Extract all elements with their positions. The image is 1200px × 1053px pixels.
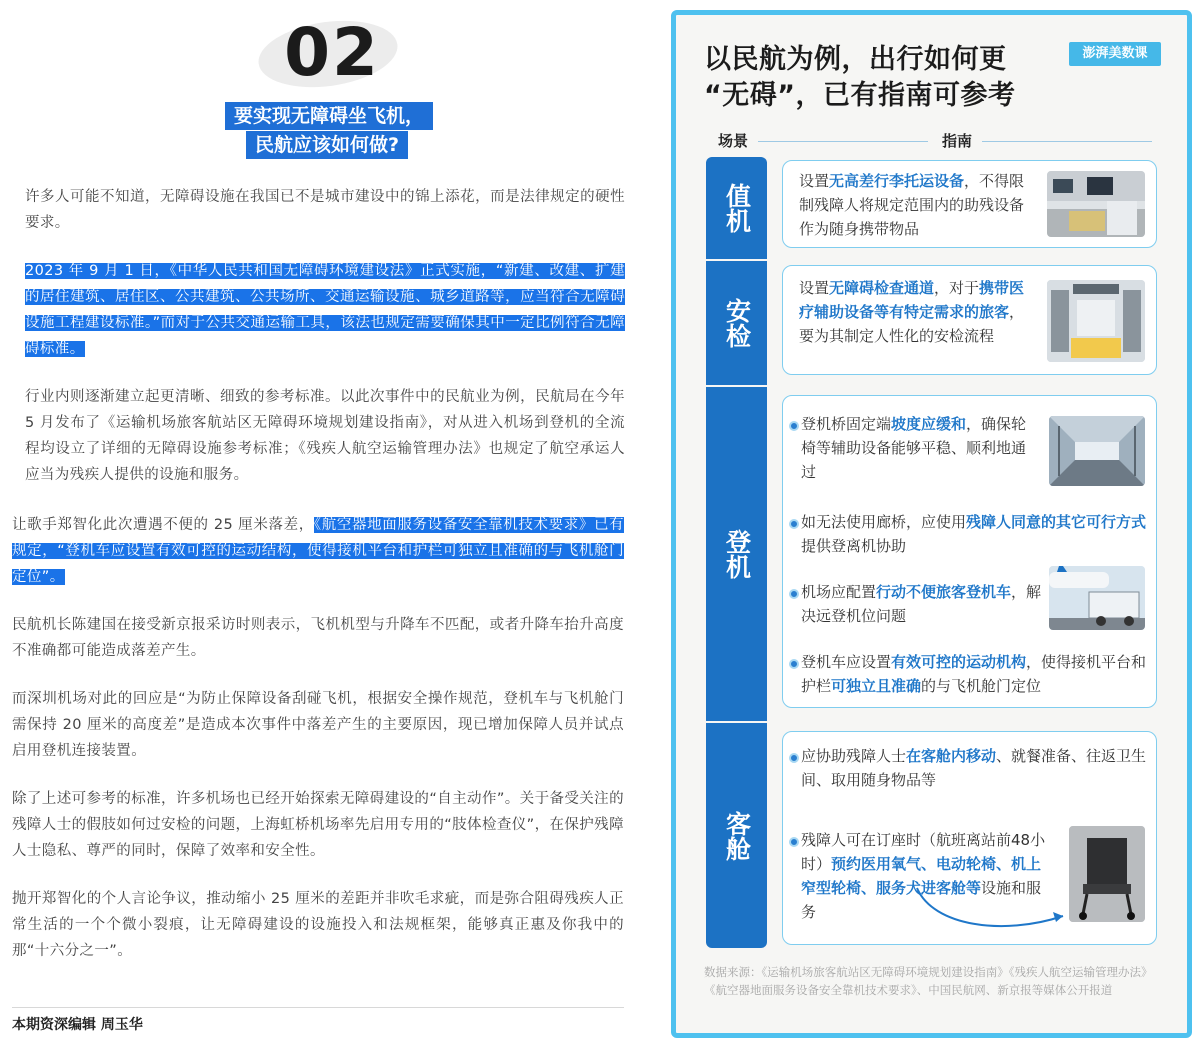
guide-card-security xyxy=(782,265,1157,375)
scene-checkin-label: 值机 xyxy=(722,183,752,233)
guide-text: ，不得限制残障人将规定范围内的助残设备作为随身携带物品 xyxy=(799,172,1025,238)
bullet-icon xyxy=(789,421,799,431)
infographic-panel xyxy=(671,10,1192,1038)
curved-arrow-icon xyxy=(913,882,1073,938)
guide-text: ，确保轮椅等辅助设备能够平稳、顺利地通过 xyxy=(801,415,1027,481)
bullet-icon xyxy=(789,519,799,529)
guide-text: 设置 xyxy=(799,172,830,190)
infographic-title-line-1: 以民航为例，出行如何更 xyxy=(704,44,1007,75)
brand-logo: 澎湃美数课 xyxy=(1069,42,1161,66)
paragraph-6: 而深圳机场对此的回应是“为防止保障设备刮碰飞机，根据安全操作规范，登机车与飞机舱门需保持 20 厘米的高度差”是造成本次事件中落差产生的主要原因，现已增加保障人员并试点启用登机连接装置。 xyxy=(12,691,624,759)
guide-text: 设施和服务 xyxy=(801,879,1042,921)
guide-text-cabin-1 xyxy=(801,744,1147,792)
security-channel-photo xyxy=(1047,280,1145,362)
section-heading-line-1: 要实现无障碍坐飞机， xyxy=(225,102,433,130)
guide-text-boarding-4 xyxy=(801,650,1147,698)
paragraph-5: 民航机长陈建国在接受新京报采访时则表示，飞机机型与升降车不匹配，或者升降车抬升高度不准确都可能造成落差产生。 xyxy=(12,617,624,659)
baggage-checkin-photo xyxy=(1047,171,1145,237)
column-header-rule-right xyxy=(982,141,1152,142)
guide-text-checkin xyxy=(799,169,1033,241)
guide-emphasis: 可独立且准确 xyxy=(831,677,922,695)
guide-text-boarding-1 xyxy=(801,412,1037,484)
guide-text: 残障人可在订座时（航班离站前48小时） xyxy=(801,831,1046,873)
guide-text: 、就餐准备、往返卫生间、取用随身物品等 xyxy=(801,747,1147,789)
guide-text: 应协助残障人士 xyxy=(801,747,907,765)
paragraph-3: 行业内则逐渐建立起更清晰、细致的参考标准。以此次事件中的民航业为例，民航局在今年 5 月发布了《运输机场旅客航站区无障碍环境规划建设指南》，对从进入机场到登机的全流程均设立了详细的无障碍设施参考标准；《残疾人航空运输管理办法》也规定了航空承运人应当为残疾人提供的设施和服务。 xyxy=(25,389,625,483)
data-source-note: 数据来源：《运输机场旅客航站区无障碍环境规划建设指南》《残疾人航空运输管理办法》《航空器地面服务设备安全靠机技术要求》、中国民航网、新京报等媒体公开报道 xyxy=(704,965,1153,997)
paragraph-2 xyxy=(25,258,625,362)
guide-emphasis: 行动不便旅客登机车 xyxy=(876,583,1012,601)
scene-cabin-label: 客舱 xyxy=(722,810,752,861)
column-header-guide: 指南 xyxy=(942,132,973,150)
guide-emphasis: 残障人同意的其它可行方式 xyxy=(966,513,1147,531)
paragraph-4-lead: 让歌手郑智化此次遭遇不便的 25 厘米落差， xyxy=(12,517,314,533)
boarding-bridge-photo xyxy=(1049,416,1145,486)
guide-text: ，要为其制定人性化的安检流程 xyxy=(799,303,1025,345)
section-number: 02 xyxy=(284,14,380,91)
paragraph-7: 除了上述可参考的标准，许多机场也已经开始探索无障碍建设的“自主动作”。关于备受关注的残障人士的假肢如何过安检的问题，上海虹桥机场率先启用专用的“肢体检查仪”，在保护残障人士隐私、尊严的同时，保障了效率和安全性。 xyxy=(12,791,624,859)
guide-text-boarding-3 xyxy=(801,580,1045,628)
scene-boarding-label: 登机 xyxy=(722,529,752,579)
guide-emphasis: 坡度应缓和 xyxy=(891,415,967,433)
scene-security xyxy=(706,261,767,385)
guide-text: 机场应配置 xyxy=(801,583,877,601)
bullet-icon xyxy=(789,753,799,763)
guide-text: ，使得接机平台和护栏 xyxy=(801,653,1147,695)
guide-emphasis: 无障碍检查通道 xyxy=(829,279,935,297)
column-header-rule-left xyxy=(758,141,928,142)
guide-emphasis: 在客舱内移动 xyxy=(906,747,997,765)
guide-text-security xyxy=(799,276,1033,348)
guide-emphasis: 携带医疗辅助设备等有特定需求的旅客 xyxy=(799,279,1025,321)
guide-card-checkin xyxy=(782,160,1157,248)
guide-emphasis: 有效可控的运动机构 xyxy=(891,653,1027,671)
wheelchair-photo xyxy=(1069,826,1145,922)
footer-divider xyxy=(12,1007,624,1008)
bullet-icon xyxy=(789,837,799,847)
bullet-icon xyxy=(789,589,799,599)
guide-emphasis: 无高差行李托运设备 xyxy=(829,172,965,190)
guide-text: 登机车应设置 xyxy=(801,653,892,671)
guide-text: ，对于 xyxy=(934,279,980,297)
highlighted-text: 2023 年 9 月 1 日，《中华人民共和国无障碍环境建设法》正式实施，“新建、改建、扩建的居住建筑、居住区、公共建筑、公共场所、交通运输设施、城乡道路等，应当符合无障碍设施工程建设标准。”而对于公共交通运输工具，该法也规定需要确保其中一定比例符合无障碍标准。 xyxy=(25,263,625,357)
scene-cabin xyxy=(706,723,767,948)
scene-security-label: 安检 xyxy=(722,298,752,348)
paragraph-8: 抛开郑智化的个人言论争议，推动缩小 25 厘米的差距并非吹毛求疵，而是弥合阻碍残疾人正常生活的一个个微小裂痕，让无障碍建设的设施投入和法规框架，能够真正惠及你我中的那“十六分之一”。 xyxy=(12,891,624,959)
section-heading-line-2: 民航应该如何做? xyxy=(246,131,408,159)
guide-text: 的与飞机舱门定位 xyxy=(921,677,1042,695)
guide-text: 如无法使用廊桥，应使用 xyxy=(801,513,967,531)
highlighted-text: 《航空器地面服务设备安全靠机技术要求》已有规定，“登机车应设置有效可控的运动结构，使得接机平台和护栏可独立且准确的与飞机舱门定位”。 xyxy=(12,517,624,585)
column-header-scene: 场景 xyxy=(718,132,749,150)
guide-card-cabin xyxy=(782,731,1157,945)
scene-checkin xyxy=(706,157,767,259)
scene-boarding xyxy=(706,387,767,721)
guide-emphasis: 预约医用氧气、电动轮椅、机上窄型轮椅、服务犬进客舱等 xyxy=(801,855,1042,897)
paragraph-4 xyxy=(12,512,624,590)
editor-credit: 本期资深编辑 周玉华 xyxy=(12,1017,143,1033)
guide-text-boarding-2 xyxy=(801,510,1147,558)
infographic-title-line-2: “无碍”，已有指南可参考 xyxy=(704,80,1016,111)
paragraph-1: 许多人可能不知道，无障碍设施在我国已不是城市建设中的锦上添花，而是法律规定的硬性要求。 xyxy=(25,189,625,231)
guide-text: ，解决远登机位问题 xyxy=(801,583,1042,625)
guide-text: 登机桥固定端 xyxy=(801,415,892,433)
boarding-vehicle-photo xyxy=(1049,566,1145,630)
guide-text: 提供登离机协助 xyxy=(801,537,907,555)
guide-card-boarding xyxy=(782,395,1157,708)
guide-text: 设置 xyxy=(799,279,830,297)
bullet-icon xyxy=(789,659,799,669)
